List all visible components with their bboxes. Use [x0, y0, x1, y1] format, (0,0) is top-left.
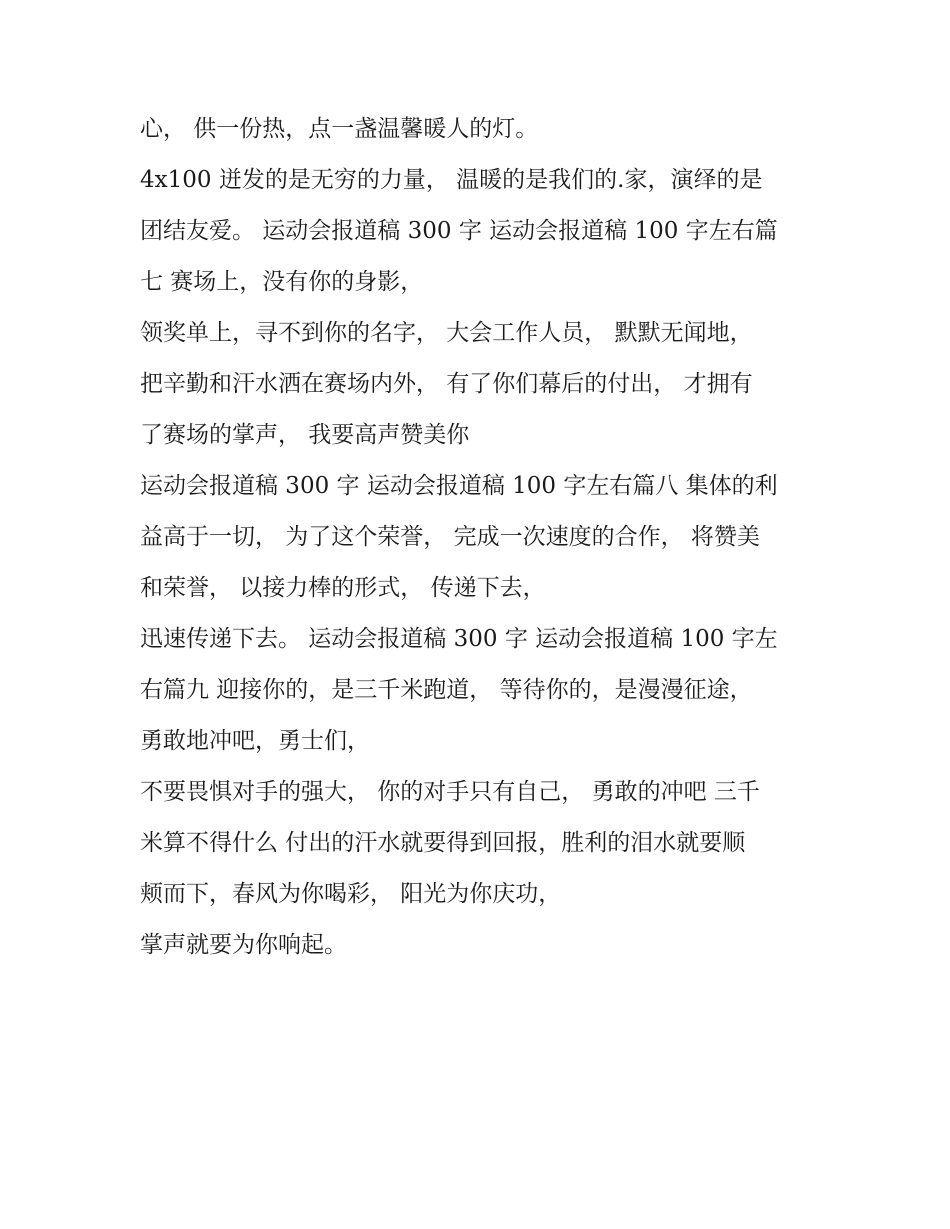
text-line: 颊而下，春风为你喝彩， 阳光为你庆功，	[140, 881, 562, 907]
text-line: 4x100 迸发的是无穷的力量， 温暖的是我们的.家，演绎的是	[140, 167, 763, 193]
text-line: 迅速传递下去。 运动会报道稿 300 字 运动会报道稿 100 字左	[140, 626, 778, 652]
text-line: 米算不得什么 付出的汗水就要得到回报，胜利的泪水就要顺	[140, 830, 746, 856]
text-line: 益高于一切， 为了这个荣誉， 完成一次速度的合作， 将赞美	[140, 524, 760, 550]
text-line: 把辛勤和汗水洒在赛场内外， 有了你们幕后的付出， 才拥有	[140, 371, 753, 397]
text-line: 和荣誉， 以接力棒的形式， 传递下去，	[140, 575, 546, 601]
text-line: 运动会报道稿 300 字 运动会报道稿 100 字左右篇八 集体的利	[140, 473, 778, 499]
text-line: 掌声就要为你响起。	[140, 932, 347, 958]
text-line: 团结友爱。 运动会报道稿 300 字 运动会报道稿 100 字左右篇	[140, 218, 778, 244]
text-line: 领奖单上，寻不到你的名字， 大会工作人员， 默默无闻地，	[140, 320, 753, 346]
text-line: 不要畏惧对手的强大， 你的对手只有自己， 勇敢的冲吧 三千	[140, 779, 760, 805]
text-line: 心， 供一份热，点一盏温馨暖人的灯。	[140, 116, 539, 142]
text-line: 七 赛场上，没有你的身影，	[140, 269, 424, 295]
document-body	[140, 104, 820, 971]
text-line: 了赛场的掌声， 我要高声赞美你	[140, 422, 470, 448]
text-line: 勇敢地冲吧，勇士们，	[140, 728, 370, 754]
text-line: 右篇九 迎接你的，是三千米跑道， 等待你的，是漫漫征途，	[140, 677, 753, 703]
